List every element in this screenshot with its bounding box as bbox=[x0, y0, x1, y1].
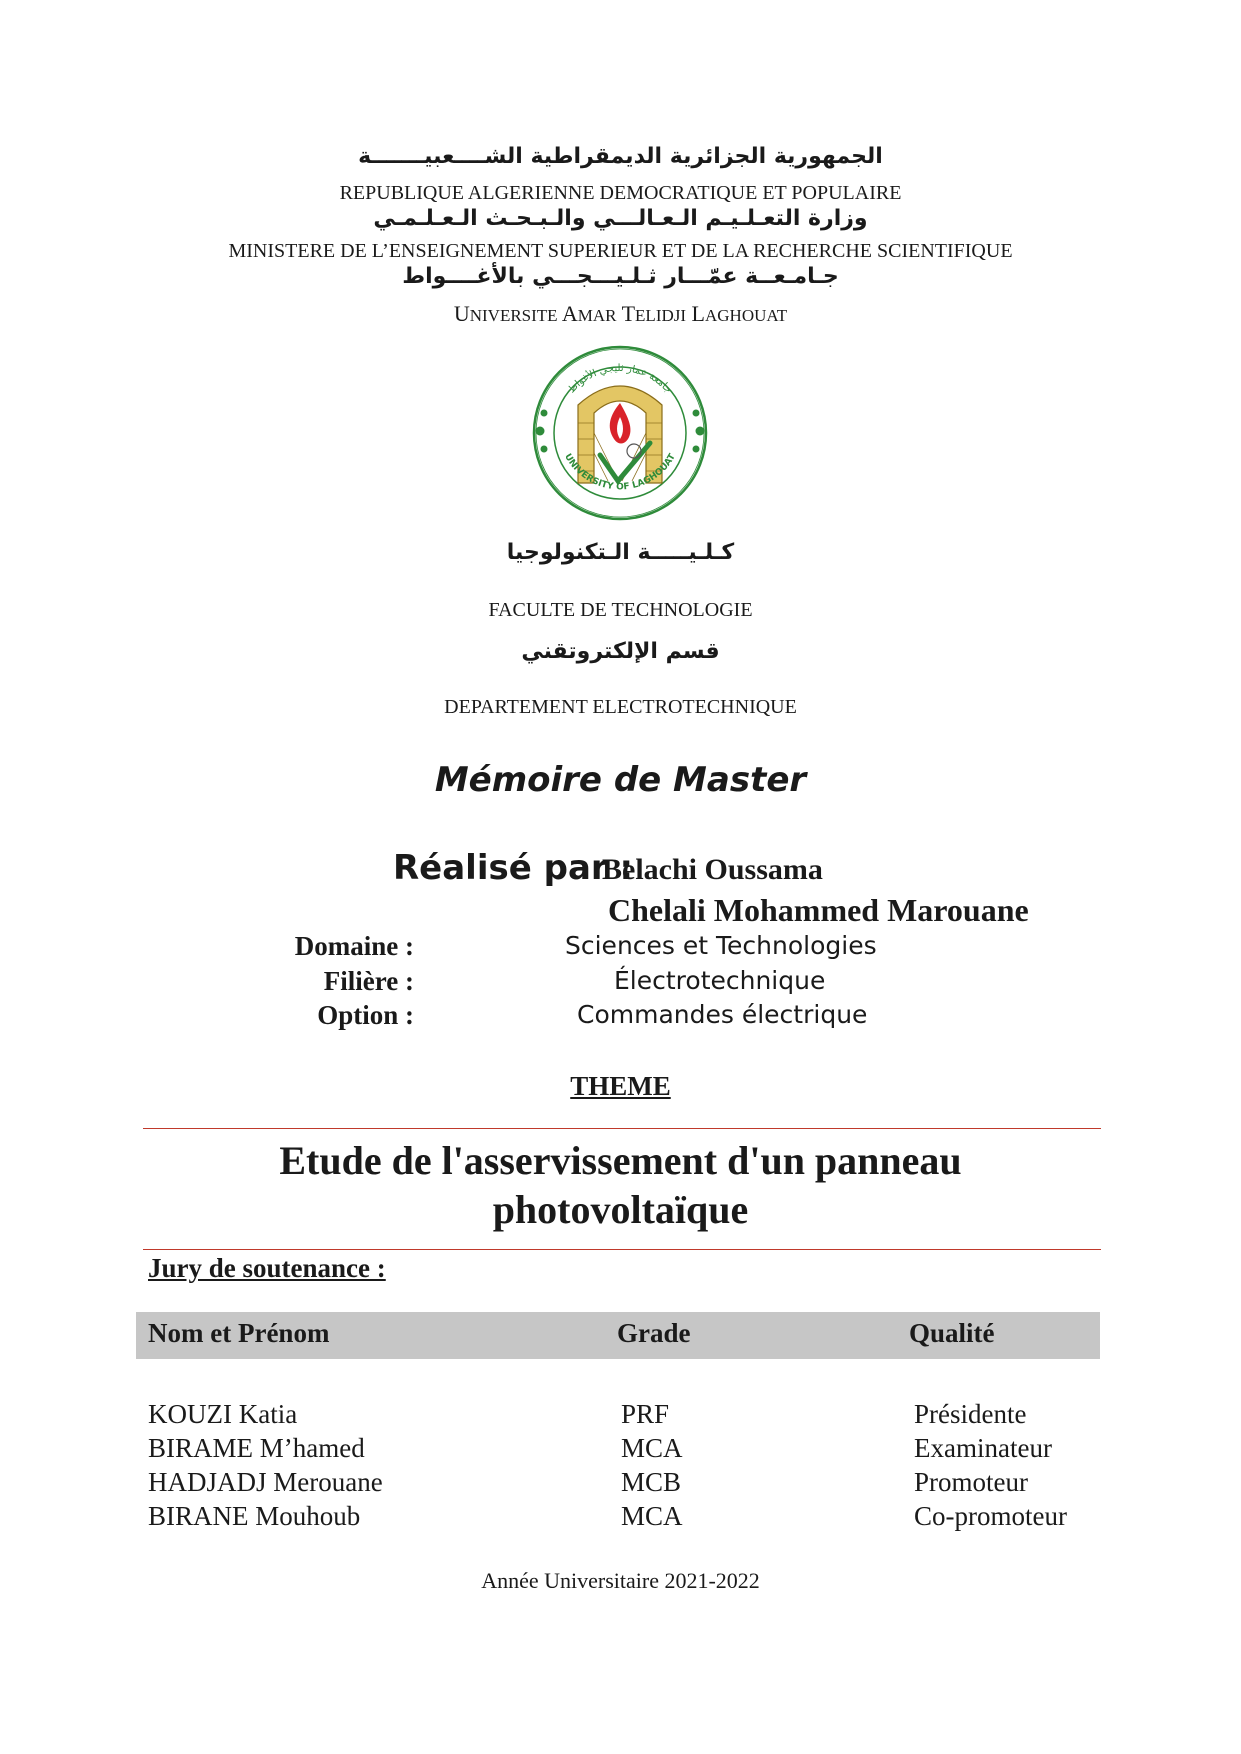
header-name: Nom et Prénom bbox=[148, 1318, 330, 1348]
department-arabic: قسم الإلكتروتقني bbox=[521, 639, 720, 664]
faculty-arabic: كـلـيـــــة الـتكنولوجيا bbox=[506, 540, 735, 565]
jury-row-4-name: BIRANE Mouhoub bbox=[148, 1501, 361, 1531]
jury-row-4-role: Co-promoteur bbox=[914, 1501, 1067, 1531]
author-1: Belachi Oussama bbox=[602, 853, 823, 886]
jury-row-1-role: Présidente bbox=[914, 1399, 1027, 1429]
ministry-french: MINISTERE DE L’ENSEIGNEMENT SUPERIEUR ET DE LA RECHERCHE SCIENTIFIQUE bbox=[228, 240, 1013, 262]
realise-label: Réalisé par : bbox=[393, 848, 634, 888]
jury-row-2-role: Examinateur bbox=[914, 1433, 1052, 1463]
header-quality: Qualité bbox=[909, 1318, 995, 1348]
jury-row-2-name: BIRAME M’hamed bbox=[148, 1433, 365, 1463]
jury-row-3-grade: MCB bbox=[621, 1467, 682, 1497]
university-logo bbox=[530, 343, 710, 523]
thesis-title-line-2: photovoltaïque bbox=[492, 1187, 749, 1232]
domaine-value: Sciences et Technologies bbox=[565, 931, 877, 960]
jury-row-3-role: Promoteur bbox=[914, 1467, 1028, 1497]
jury-row-4-grade: MCA bbox=[621, 1501, 683, 1531]
author-2: Chelali Mohammed Marouane bbox=[608, 892, 1029, 928]
header-grade: Grade bbox=[617, 1318, 691, 1348]
jury-row-3-name: HADJADJ Merouane bbox=[148, 1467, 383, 1497]
theme-top-rule bbox=[143, 1128, 1101, 1129]
thesis-title bbox=[0, 1136, 1241, 1234]
republic-french: REPUBLIQUE ALGERIENNE DEMOCRATIQUE ET POPULAIRE bbox=[339, 182, 902, 204]
university-arabic: جـامـعــة عمّـــار ثـلـيـــجـــي بالأغــــواط bbox=[402, 264, 839, 289]
jury-title: Jury de soutenance : bbox=[148, 1253, 386, 1283]
filiere-value: Électrotechnique bbox=[614, 966, 826, 995]
jury-row-1-name: KOUZI Katia bbox=[148, 1399, 298, 1429]
theme-label: THEME bbox=[570, 1071, 671, 1101]
republic-arabic: الجمهورية الجزائرية الديمقراطية الشــــعبيـــــــة bbox=[358, 144, 883, 169]
svg-text:UNIVERSITY OF LAGHOUAT: UNIVERSITY OF LAGHOUAT bbox=[562, 452, 678, 493]
academic-year: Année Universitaire 2021-2022 bbox=[481, 1568, 760, 1593]
university-logo-emblem bbox=[530, 343, 710, 523]
domaine-label: Domaine : bbox=[294, 931, 414, 961]
filiere-label: Filière : bbox=[323, 966, 414, 996]
department-french: DEPARTEMENT ELECTROTECHNIQUE bbox=[444, 696, 797, 718]
jury-row-2-grade: MCA bbox=[621, 1433, 683, 1463]
ministry-arabic: وزارة التعـلـيـم الـعـالـــي والـبـحـث الـعـلـمـي bbox=[373, 206, 868, 231]
jury-row-1-grade: PRF bbox=[621, 1399, 670, 1429]
svg-text:جامعة عمار ثليجي الأغواط: جامعة عمار ثليجي الأغواط bbox=[566, 362, 674, 396]
option-value: Commandes électrique bbox=[577, 1000, 868, 1029]
university-french: UNIVERSITE AMAR TELIDJI LAGHOUAT bbox=[453, 301, 788, 326]
memoire-title: Mémoire de Master bbox=[434, 760, 807, 800]
faculty-french: FACULTE DE TECHNOLOGIE bbox=[488, 599, 753, 621]
thesis-title-line-1: Etude de l'asservissement d'un panneau bbox=[279, 1138, 962, 1183]
option-label: Option : bbox=[317, 1000, 414, 1030]
theme-bottom-rule bbox=[143, 1249, 1101, 1250]
